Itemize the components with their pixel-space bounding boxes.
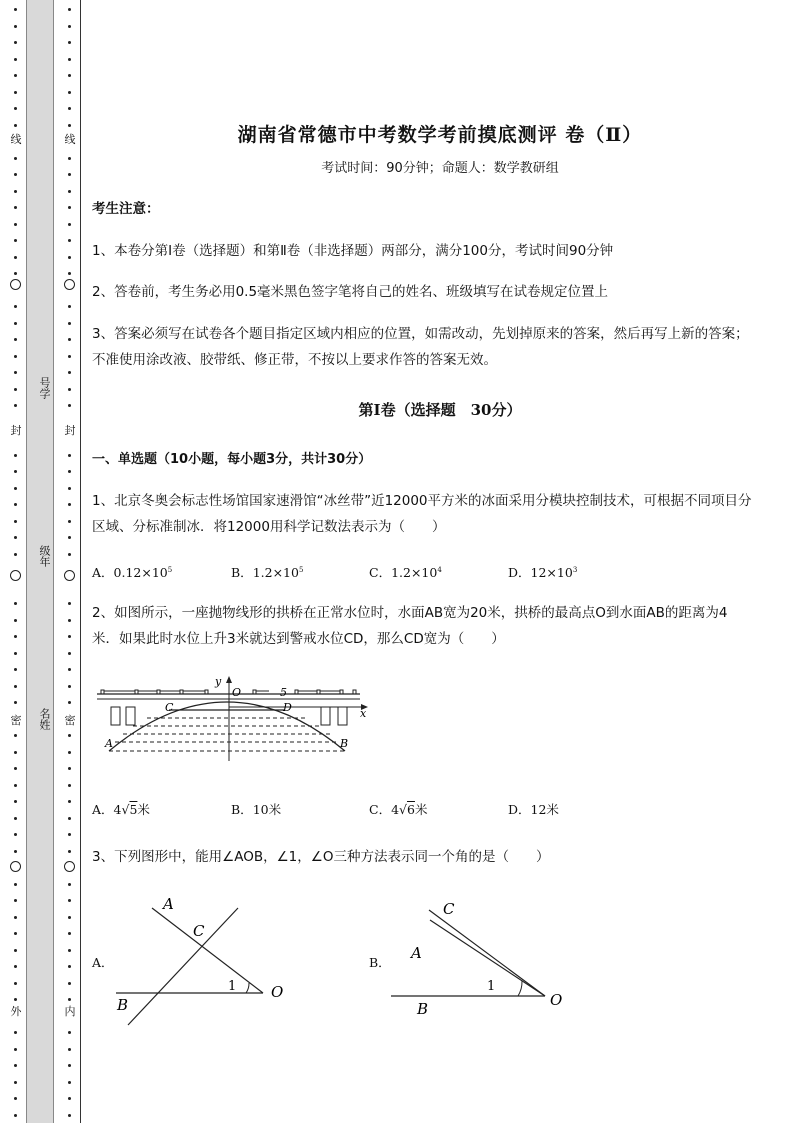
cut-line-dot [14, 536, 17, 539]
cut-line-dot [68, 982, 71, 985]
cut-line-dot [14, 949, 17, 952]
cut-line-dot [14, 899, 17, 902]
cut-line-dot [68, 1114, 71, 1117]
q2-option-a[interactable] [92, 800, 150, 818]
cut-line-dot [14, 602, 17, 605]
cut-line-dot [68, 932, 71, 935]
cut-line-dot [68, 487, 71, 490]
cut-line-dot [68, 685, 71, 688]
cut-line-dot [68, 899, 71, 902]
part-heading: 第I卷（选择题 30分） [358, 401, 522, 419]
cut-line-dot [14, 338, 17, 341]
section-title: 一、单选题（10小题，每小题3分，共计30分） [92, 452, 372, 467]
cut-line-dot [14, 932, 17, 935]
margin-char-nei-inner: 内 [64, 1005, 76, 1018]
point-o-label: O [550, 991, 563, 1009]
cut-line-dot [14, 553, 17, 556]
cut-line-dot [14, 503, 17, 506]
cut-line-dot [68, 272, 71, 275]
q1-option-c[interactable] [369, 563, 442, 581]
notice-item-1: 1、本卷分第I卷（选择题）和第Ⅱ卷（非选择题）两部分，满分100分，考试时间90分钟 [92, 243, 614, 259]
cut-line-dot [14, 833, 17, 836]
cut-line-dot [14, 619, 17, 622]
q1-option-a[interactable] [92, 563, 172, 581]
cut-line-dot [68, 800, 71, 803]
cut-line-dot [14, 58, 17, 61]
cut-line-dot [68, 206, 71, 209]
cut-line-dot [68, 602, 71, 605]
point-o-label: O [271, 983, 284, 1001]
margin-char-feng-inner: 封 [64, 424, 76, 437]
cut-line-dot [14, 173, 17, 176]
point-a-label: A [163, 895, 174, 913]
cut-line-dot [68, 173, 71, 176]
cut-line-dot [68, 652, 71, 655]
cut-line-dot [14, 850, 17, 853]
cut-line-dot [14, 91, 17, 94]
cut-line-dot [14, 8, 17, 11]
margin-char-feng-outer: 封 [10, 424, 22, 437]
cut-line-dot [68, 1031, 71, 1034]
cut-line-dot [14, 470, 17, 473]
margin-circle [10, 861, 21, 872]
cut-line-dot [68, 8, 71, 11]
cut-line-dot [68, 355, 71, 358]
cut-line-dot [14, 1081, 17, 1084]
option-base: 0.12×10 [113, 565, 168, 580]
axis-x-label: x [360, 707, 367, 720]
cut-line-dot [14, 223, 17, 226]
q3-option-a-label[interactable]: A． [92, 955, 114, 970]
option-base: 1.2×10 [391, 565, 438, 580]
margin-circle [64, 279, 75, 290]
cut-line-dot [14, 487, 17, 490]
option-text: 10米 [252, 802, 282, 817]
margin-char-wai-outer: 外 [10, 1005, 22, 1018]
axis-y-label: y [215, 675, 222, 688]
cut-line-dot [68, 124, 71, 127]
margin-char-mi-outer: 密 [10, 714, 22, 727]
cut-line-dot [14, 404, 17, 407]
option-base: 12×10 [530, 565, 573, 580]
cut-line-dot [14, 916, 17, 919]
cut-line-dot [68, 784, 71, 787]
cut-line-dot [14, 1097, 17, 1100]
cut-line-dot [14, 635, 17, 638]
cut-line-dot [68, 371, 71, 374]
exam-subtitle: 考试时间：90分钟；命题人：数学教研组 [321, 161, 559, 176]
option-label: B． [231, 565, 253, 580]
cut-line-dot [14, 1064, 17, 1067]
cut-line-dot [68, 503, 71, 506]
cut-line-dot [68, 1064, 71, 1067]
cut-line-dot [68, 734, 71, 737]
cut-line-dot [14, 685, 17, 688]
cut-line-dot [68, 470, 71, 473]
option-unit: 米 [414, 802, 428, 817]
dotted-cut-line-outer [9, 0, 23, 1123]
cut-line-dot [68, 322, 71, 325]
option-radicand: 5 [129, 802, 138, 817]
cut-line-dot [14, 982, 17, 985]
option-text: 12米 [530, 802, 559, 817]
point-b-label: B [117, 996, 129, 1014]
option-exponent: 5 [167, 565, 173, 574]
cut-line-dot [14, 734, 17, 737]
cut-line-dot [68, 1048, 71, 1051]
option-label: A． [92, 802, 114, 817]
cut-line-dot [14, 41, 17, 44]
cut-line-dot [68, 965, 71, 968]
cut-line-dot [14, 239, 17, 242]
option-exponent: 5 [298, 565, 304, 574]
cut-line-dot [14, 388, 17, 391]
cut-line-dot [14, 1114, 17, 1117]
cut-line-dot [14, 668, 17, 671]
cut-line-dot [14, 272, 17, 275]
cut-line-dot [14, 652, 17, 655]
cut-line-dot [68, 635, 71, 638]
point-a-label: A [105, 737, 113, 750]
q1-option-d[interactable] [508, 563, 577, 581]
cut-line-dot [14, 454, 17, 457]
notice-heading: 考生注意： [92, 201, 160, 217]
cut-line-dot [14, 817, 17, 820]
cut-line-dot [68, 767, 71, 770]
question-1-stem: 1、北京冬奥会标志性场馆国家速滑馆“冰丝带”近12000平方米的冰面采用分模块控制技术，可根据不同项目分区域、分标准制冰．将12000用科学记数法表示为（ ） [92, 493, 752, 535]
field-student-number: 号学 [38, 377, 51, 399]
margin-circle [64, 570, 75, 581]
margin-char-mi-inner: 密 [64, 714, 76, 727]
cut-line-dot [14, 305, 17, 308]
cut-line-dot [68, 404, 71, 407]
cut-line-dot [68, 701, 71, 704]
cut-line-dot [14, 25, 17, 28]
point-d-label: D [283, 701, 292, 714]
point-c-label: C [443, 900, 455, 918]
option-coefficient: 4 [113, 802, 122, 817]
margin-circle [10, 279, 21, 290]
option-label: D． [508, 565, 531, 580]
cut-line-dot [68, 157, 71, 160]
field-grade: 级年 [38, 545, 51, 567]
cut-line-dot [14, 256, 17, 259]
margin-circle [10, 570, 21, 581]
option-exponent: 3 [572, 565, 578, 574]
cut-line-dot [68, 1097, 71, 1100]
field-name: 名姓 [38, 708, 51, 730]
cut-line-dot [68, 520, 71, 523]
notice-item-3: 3、答案必须写在试卷各个题目指定区域内相应的位置，如需改动，先划掉原来的答案，然后再写上新的答案；不准使用涂改液、胶带纸、修正带，不按以上要求作答的答案无效。 [92, 326, 749, 368]
cut-line-dot [68, 190, 71, 193]
cut-line-dot [68, 25, 71, 28]
cut-line-dot [68, 239, 71, 242]
option-radicand: 6 [407, 802, 415, 817]
bridge-figure [95, 673, 375, 763]
angle-1-label: 1 [228, 979, 237, 994]
option-unit: 米 [137, 802, 150, 817]
option-label: D． [508, 802, 531, 817]
cut-line-dot [14, 965, 17, 968]
question-2-stem: 2、如图所示，一座抛物线形的拱桥在正常水位时，水面AB宽为20米，拱桥的最高点O到水面AB的距离为4米．如果此时水位上升3米就达到警戒水位CD，那么CD宽为（ ） [92, 605, 728, 647]
cut-line-dot [68, 454, 71, 457]
cut-line-dot [14, 767, 17, 770]
cut-line-dot [68, 916, 71, 919]
cut-line-dot [68, 619, 71, 622]
sqrt-icon: √ [399, 802, 407, 817]
cut-line-dot [68, 223, 71, 226]
cut-line-dot [14, 784, 17, 787]
point-a-label: A [411, 944, 422, 962]
cut-line-dot [68, 388, 71, 391]
q3-option-b-label[interactable]: B． [369, 955, 391, 970]
point-c-label: C [193, 922, 205, 940]
q1-option-b[interactable] [231, 563, 303, 581]
cut-line-dot [68, 91, 71, 94]
cut-line-dot [14, 998, 17, 1001]
option-label: C． [369, 802, 392, 817]
cut-line-dot [68, 107, 71, 110]
option-label: B． [231, 802, 253, 817]
option-base: 1.2×10 [252, 565, 299, 580]
dotted-cut-line-inner [63, 0, 77, 1123]
cut-line-dot [14, 206, 17, 209]
cut-line-dot [14, 157, 17, 160]
cut-line-dot [68, 1081, 71, 1084]
margin-circle [64, 861, 75, 872]
cut-line-dot [14, 800, 17, 803]
cut-line-dot [14, 1048, 17, 1051]
cut-line-dot [68, 850, 71, 853]
option-label: A． [92, 565, 114, 580]
angle-1-label: 1 [487, 979, 496, 994]
cut-line-dot [68, 553, 71, 556]
cut-line-dot [68, 536, 71, 539]
point-o-label: O [232, 686, 242, 699]
option-coefficient: 4 [391, 802, 400, 817]
cut-line-dot [14, 190, 17, 193]
exam-title: 湖南省常德市中考数学考前摸底测评 卷（Ⅱ） [237, 124, 643, 146]
q2-option-d[interactable] [508, 800, 559, 818]
cut-line-dot [14, 355, 17, 358]
cut-line-dot [68, 338, 71, 341]
q2-option-c[interactable] [369, 800, 427, 818]
margin-char-xian-inner: 线 [64, 133, 76, 146]
cut-line-dot [68, 41, 71, 44]
cut-line-dot [68, 751, 71, 754]
cut-line-dot [68, 256, 71, 259]
q2-option-b[interactable] [231, 800, 281, 818]
point-c-label: C [165, 701, 174, 714]
cut-line-dot [68, 833, 71, 836]
question-3-stem: 3、下列图形中，能用∠AOB，∠1，∠O三种方法表示同一个角的是（ ） [92, 849, 550, 865]
point-b-label: B [340, 737, 349, 750]
cut-line-dot [14, 107, 17, 110]
sqrt-icon: √ [121, 802, 130, 817]
margin-char-xian-outer: 线 [10, 133, 22, 146]
cut-line-dot [68, 883, 71, 886]
point-b-label: B [417, 1000, 429, 1018]
cut-line-dot [68, 668, 71, 671]
cut-line-dot [68, 817, 71, 820]
cut-line-dot [14, 124, 17, 127]
scale-five-label: 5 [280, 686, 287, 699]
cut-line-dot [14, 751, 17, 754]
cut-line-dot [68, 74, 71, 77]
q3-figure-b [385, 890, 585, 1030]
cut-line-dot [14, 520, 17, 523]
cut-line-dot [68, 949, 71, 952]
option-exponent: 4 [437, 565, 442, 574]
cut-line-dot [14, 74, 17, 77]
cut-line-dot [68, 305, 71, 308]
cut-line-dot [14, 322, 17, 325]
cut-line-dot [68, 58, 71, 61]
cut-line-dot [14, 371, 17, 374]
cut-line-dot [14, 1031, 17, 1034]
cut-line-dot [14, 701, 17, 704]
q3-figure-a [108, 890, 298, 1030]
notice-item-2: 2、答卷前，考生务必用0.5毫米黑色签字笔将自己的姓名、班级填写在试卷规定位置上 [92, 284, 609, 300]
option-label: C． [369, 565, 392, 580]
cut-line-dot [68, 998, 71, 1001]
cut-line-dot [14, 883, 17, 886]
